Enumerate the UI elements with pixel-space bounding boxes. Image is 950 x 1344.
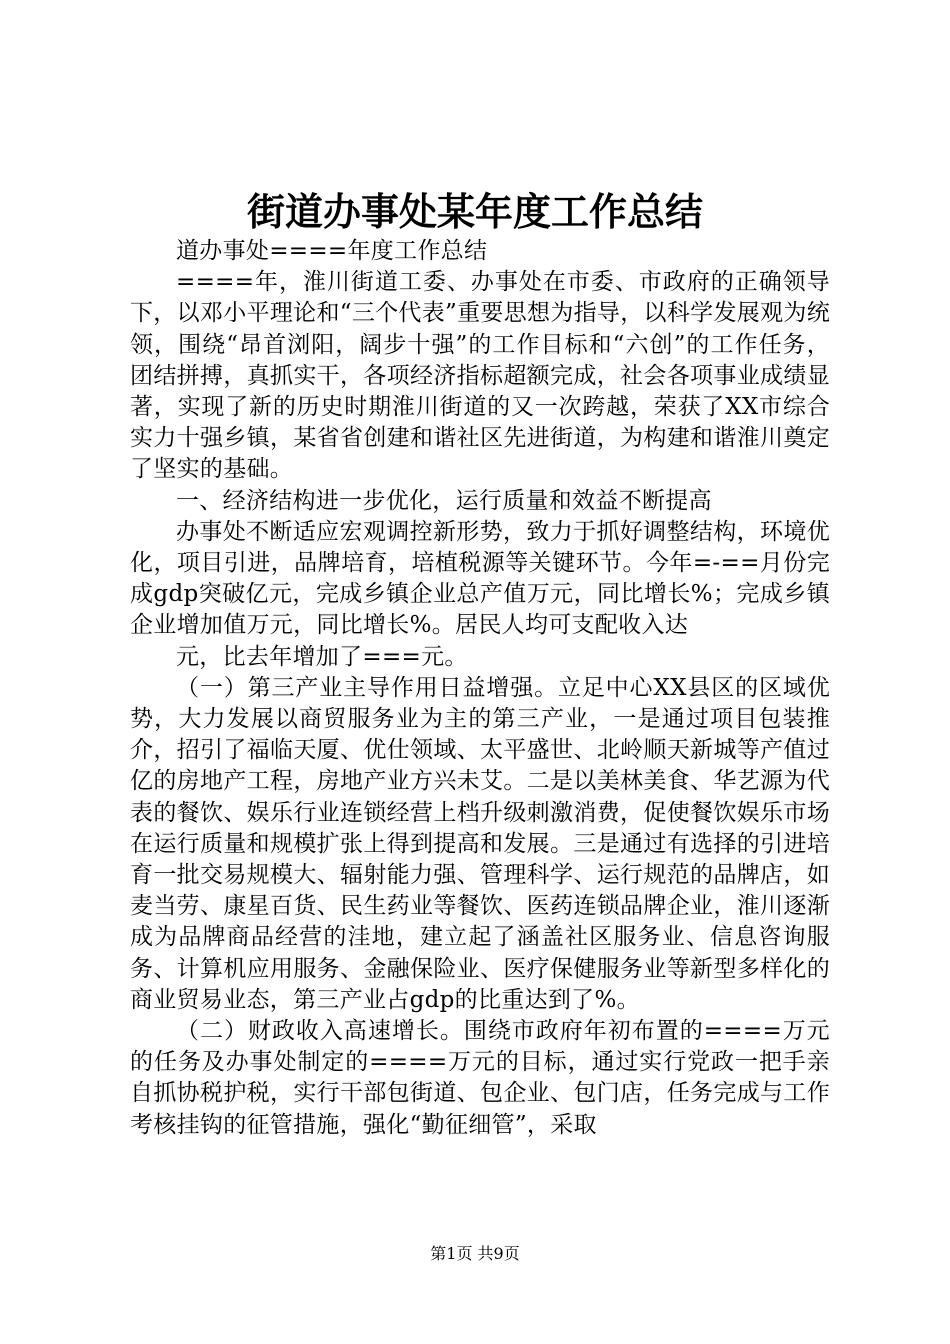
economy-paragraph: 办事处不断适应宏观调控新形势，致力于抓好调整结构，环境优化，项目引进，品牌培育，培植税源等关键环节。今年=-==月份完成gdp突破亿元，完成乡镇企业总产值万元，同比增长%；完成乡镇企业增加值万元，同比增长%。居民人均可支配收入达 — [130, 518, 830, 639]
intro-paragraph: ====年，淮川街道工委、办事处在市委、市政府的正确领导下，以邓小平理论和“三个代表”重要思想为指导，以科学发展观为统领，围绕“昂首浏阳，阔步十强”的工作目标和“六创”的工作任务，团结拼搏，真抓实干，各项经济指标超额完成，社会各项事业成绩显著，实现了新的历史时期淮川街道的又一次跨越，荣获了XX市综合实力十强乡镇，某省省创建和谐社区先进街道，为构建和谐淮川奠定了坚实的基础。 — [130, 269, 830, 483]
page-footer: 第1页 共9页 — [430, 1244, 520, 1263]
doc-subtitle: 道办事处====年度工作总结 — [176, 238, 488, 264]
tertiary-industry-paragraph: （一）第三产业主导作用日益增强。立足中心XX县区的区域优势，大力发展以商贸服务业为主的第三产业，一是通过项目包装推介，招引了福临天厦、优仕领域、太平盛世、北岭顺天新城等产值过亿的房地产工程，房地产业方兴未艾。二是以美林美食、华艺源为代表的餐饮、娱乐行业连锁经营上档升级刺激消费，促使餐饮娱乐市场在运行质量和规模扩张上得到提高和发展。三是通过有选择的引进培育一批交易规模大、辐射能力强、管理科学、运行规范的品牌店，如麦当劳、康星百货、民生药业等餐饮、医药连锁品牌企业，淮川逐渐成为品牌商品经营的洼地，建立起了涵盖社区服务业、信息咨询服务、计算机应用服务、金融保险业、医疗保健服务业等新型多样化的商业贸易业态，第三产业占gdp的比重达到了%。 — [130, 674, 830, 1013]
section-heading-1: 一、经济结构进一步优化，运行质量和效益不断提高 — [176, 487, 712, 514]
document-body — [130, 236, 830, 1141]
fiscal-revenue-paragraph: （二）财政收入高速增长。围绕市政府年初布置的====万元的任务及办事处制定的====万元的目标，通过实行党政一把手亲自抓协税护税，实行干部包街道、包企业、包门店，任务完成与工作考核挂钩的征管措施，强化“勤征细管”，采取 — [130, 1018, 830, 1138]
page-title: 街道办事处某年度工作总结 — [246, 189, 703, 234]
income-paragraph: 元，比去年增加了===元。 — [176, 643, 468, 670]
